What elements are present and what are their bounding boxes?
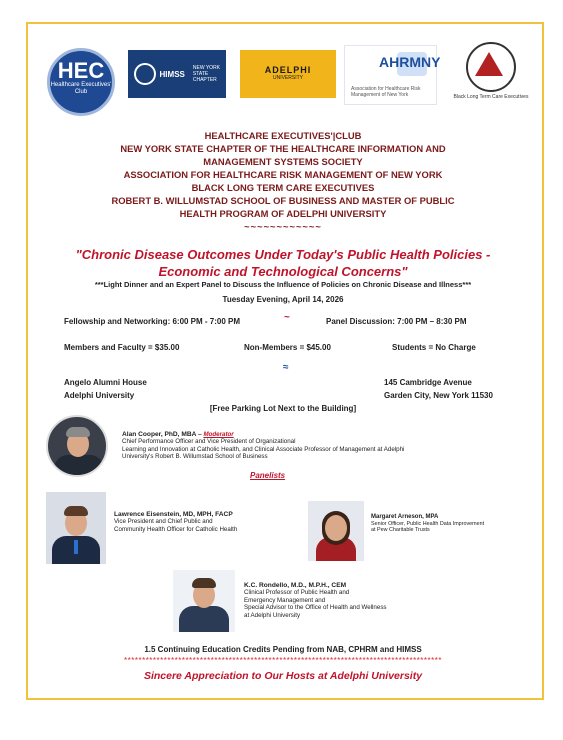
bio-line: Special Advisor to the Office of Health and Wellness — [244, 604, 387, 612]
hair-shape — [64, 506, 88, 516]
panelist-name: Margaret Arneson, MPA — [371, 514, 439, 520]
students-price: Students = No Charge — [392, 343, 476, 352]
hec-logo-subtext: Healthcare Executives' Club — [50, 82, 112, 95]
bio-line: Community Health Officer for Catholic Health — [114, 525, 238, 533]
host-organizations — [60, 129, 506, 233]
panelist-photo-rondello — [173, 570, 235, 632]
moderator-photo — [46, 415, 108, 477]
adelphi-logo — [240, 50, 336, 98]
heading-line: ROBERT B. WILLUMSTAD SCHOOL OF BUSINESS AND MASTER OF PUBLIC — [111, 195, 455, 206]
ce-credits: 1.5 Continuing Education Credits Pending from NAB, CPHRM and HIMSS — [144, 645, 422, 654]
event-title-line: Economic and Technological Concerns" — [158, 264, 408, 279]
adelphi-logo-text: ADELPHI — [264, 65, 312, 75]
panelist-bio-arneson — [371, 514, 521, 534]
bio-line: Chief Performance Officer and Vice President of Organizational — [122, 438, 296, 446]
non-members-price: Non-Members = $45.00 — [244, 343, 331, 352]
himss-mark-icon — [134, 63, 156, 85]
blt-logo — [446, 42, 536, 104]
bio-line: Vice President and Chief Public and — [114, 518, 213, 526]
panelist-bio-eisenstein — [114, 511, 304, 533]
heading-line: MANAGEMENT SYSTEMS SOCIETY — [203, 156, 363, 167]
hair-shape — [66, 427, 90, 437]
hec-logo-text: HEC — [57, 58, 105, 83]
adelphi-logo-subtext: UNIVERSITY — [272, 75, 303, 81]
himss-logo-subtext: NEW YORK STATE CHAPTER — [192, 65, 221, 83]
panelist-name: Lawrence Eisenstein, MD, MPH, FACP — [114, 511, 233, 518]
himss-logo-text: HIMSS — [159, 69, 185, 79]
panelists-heading: Panelists — [250, 471, 286, 480]
venue-school: Adelphi University — [64, 391, 135, 400]
tilde-icon: ~ — [284, 312, 290, 323]
ahrmny-logo-text: AHRMNY — [379, 54, 441, 70]
star-divider: **************************************************************************************** — [124, 656, 442, 665]
moderator-role: Moderator — [203, 431, 234, 438]
heading-line: ASSOCIATION FOR HEALTHCARE RISK MANAGEMENT OF NEW YORK — [123, 169, 443, 180]
event-subtitle: ***Light Dinner and an Expert Panel to Discuss the Influence of Policies on Chronic Disease and Illness*** — [94, 280, 472, 289]
tie-shape — [74, 540, 78, 554]
panelist-photo-arneson — [308, 501, 364, 561]
thanks-line: Sincere Appreciation to Our Hosts at Adelphi University — [143, 670, 423, 682]
ornament-icon: ≈ — [283, 362, 289, 373]
venue-right — [384, 376, 493, 402]
bio-line: Emergency Management and — [244, 596, 326, 604]
moderator-bio — [122, 431, 512, 461]
face-shape — [325, 515, 347, 541]
panelist-name: K.C. Rondello, M.D., M.P.H., CEM — [244, 582, 347, 589]
ahrmny-logo-subtext: Association for Healthcare Risk Management of New York — [351, 86, 421, 98]
event-date: Tuesday Evening, April 14, 2026 — [222, 295, 344, 304]
hair-shape — [192, 578, 216, 588]
event-title — [60, 246, 506, 280]
fellowship-time: Fellowship and Networking: 6:00 PM - 7:00 PM — [64, 317, 241, 326]
heading-line: BLACK LONG TERM CARE EXECUTIVES — [191, 182, 375, 193]
tilde-divider: ~~~~~~~~~~~~ — [244, 221, 322, 232]
panel-time: Panel Discussion: 7:00 PM – 8:30 PM — [326, 317, 467, 326]
venue-name: Angelo Alumni House — [64, 378, 147, 387]
suit-shape — [179, 606, 229, 632]
panelist-photo-eisenstein — [46, 492, 106, 564]
suit-shape — [54, 455, 104, 477]
venue-left — [64, 376, 147, 402]
triangle-icon — [475, 52, 503, 76]
parking-note: [Free Parking Lot Next to the Building] — [209, 404, 357, 413]
bio-line: at Adelphi University — [244, 611, 301, 619]
bio-line: University's Robert B. Willumstad School of Business — [122, 453, 268, 461]
event-title-line: "Chronic Disease Outcomes Under Today's Public Health Policies - — [75, 247, 491, 262]
bio-line: at Pew Charitable Trusts — [371, 527, 430, 534]
blt-logo-subtext: Black Long Term Care Executives — [453, 94, 529, 100]
blt-seal-icon — [466, 42, 516, 92]
panelist-bio-rondello — [244, 582, 504, 619]
moderator-name: Alan Cooper, PhD, MBA – — [122, 431, 204, 438]
members-price: Members and Faculty = $35.00 — [64, 343, 180, 352]
ahrmny-logo — [344, 45, 441, 105]
bio-line: Learning and Innovation at Catholic Health, and Clinical Associate Professor of Management at Adelphi — [122, 445, 405, 453]
heading-line: NEW YORK STATE CHAPTER OF THE HEALTHCARE INFORMATION AND — [120, 143, 446, 154]
heading-line: HEALTHCARE EXECUTIVES'|CLUB — [204, 130, 362, 141]
venue-city: Garden City, New York 11530 — [384, 391, 493, 400]
himss-logo — [128, 50, 226, 98]
heading-line: HEALTH PROGRAM OF ADELPHI UNIVERSITY — [179, 208, 387, 219]
venue-street: 145 Cambridge Avenue — [384, 378, 472, 387]
bio-line: Senior Officer, Public Health Data Improvement — [371, 520, 485, 527]
bio-line: Clinical Professor of Public Health and — [244, 589, 350, 597]
hec-logo — [47, 48, 115, 116]
